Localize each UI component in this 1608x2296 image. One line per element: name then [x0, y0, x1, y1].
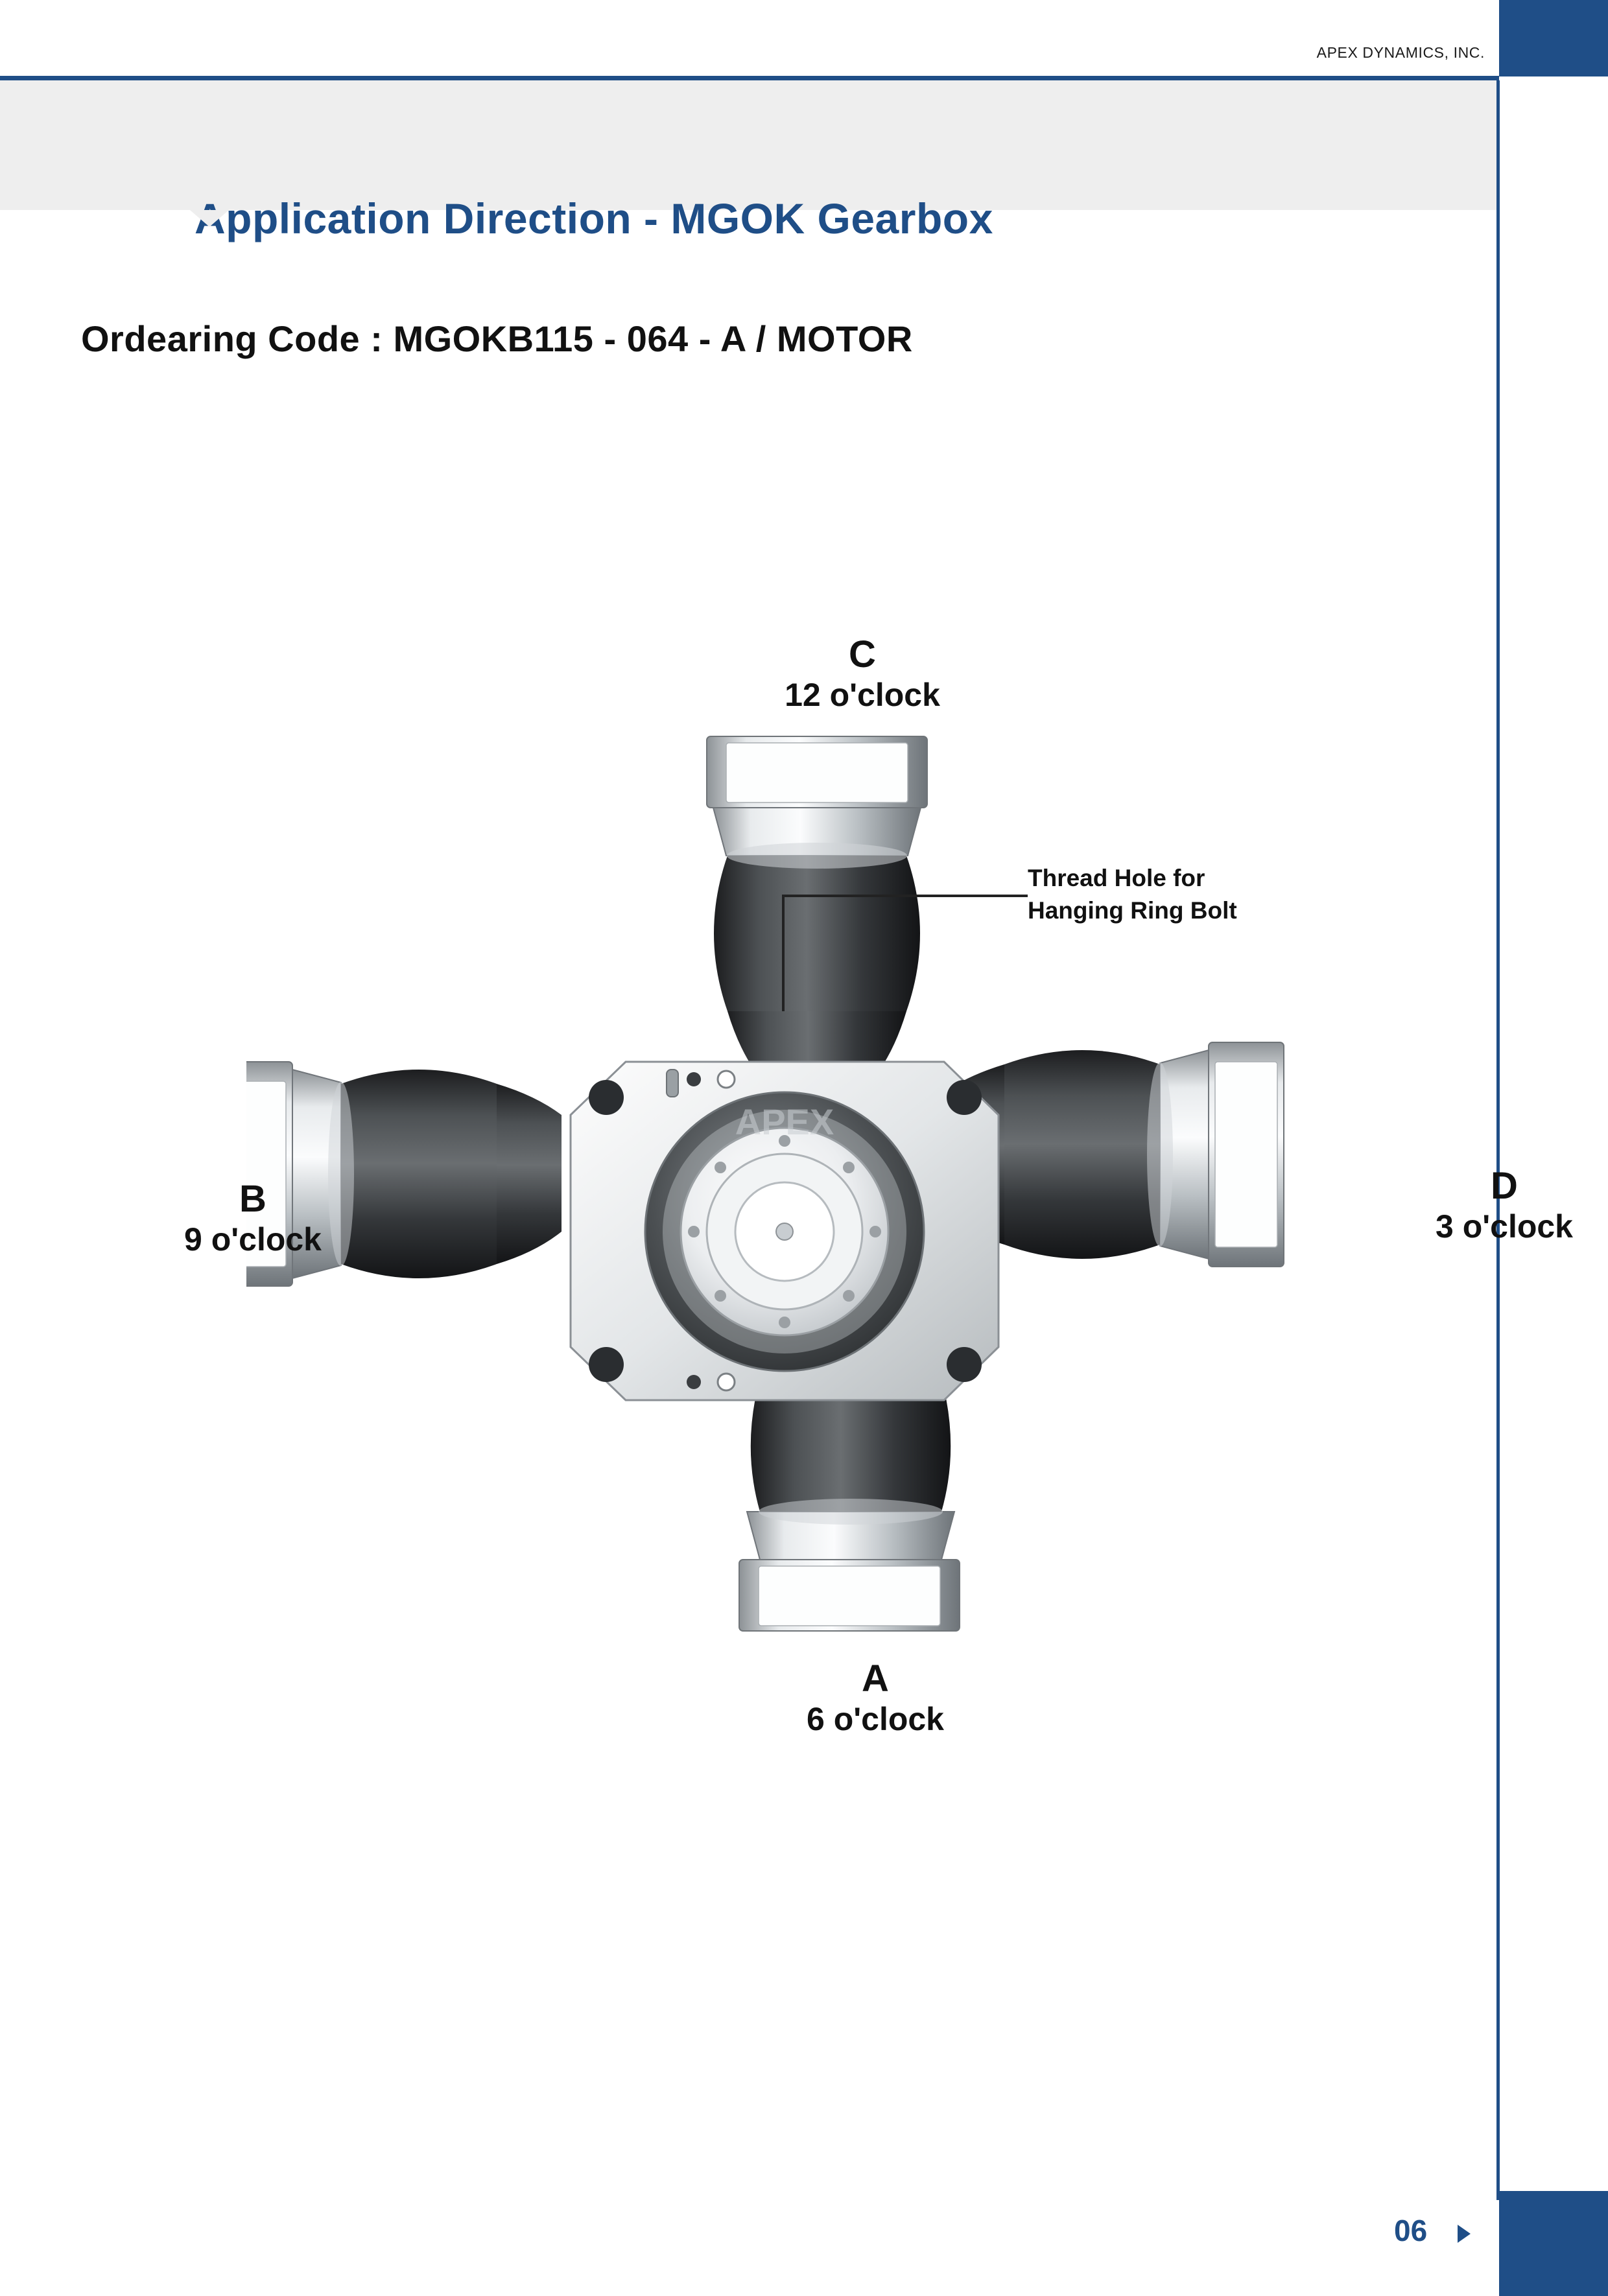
port-letter-a: A [862, 1658, 889, 1700]
gearbox-figure [184, 622, 1573, 1822]
header-accent-block [1499, 0, 1608, 76]
port-callout-c [726, 635, 999, 715]
thread-hole-annotation-line1: Thread Hole for [1028, 865, 1205, 891]
page-title: Application Direction - MGOK Gearbox [195, 194, 993, 242]
port-clock-c: 12 o'clock [785, 676, 940, 713]
page-number: 06 [1394, 2214, 1428, 2247]
port-callout-d [1336, 1167, 1608, 1247]
header-divider-rule [0, 76, 1499, 80]
port-letter-b: B [239, 1178, 266, 1220]
company-name: APEX DYNAMICS, INC. [1316, 44, 1485, 61]
annotation-leader-horizontal [785, 895, 1028, 897]
thread-hole-annotation [1028, 862, 1237, 927]
ordering-code-value: MGOKB115 - 064 - A / MOTOR [393, 318, 913, 359]
footer-accent-block [1499, 2191, 1608, 2296]
port-clock-b: 9 o'clock [184, 1221, 322, 1258]
annotation-leader-vertical [782, 895, 785, 1011]
svg-text:APEX: APEX [735, 1101, 834, 1142]
ordering-code-line [81, 318, 913, 360]
page-header [0, 0, 1608, 76]
banner-notch-decoration [190, 210, 229, 227]
port-callout-b [84, 1180, 421, 1259]
port-letter-c: C [849, 633, 876, 675]
port-letter-d: D [1491, 1165, 1518, 1207]
page-arrow-icon [1458, 2225, 1471, 2243]
ordering-code-label: Ordearing Code : [81, 318, 383, 359]
port-callout-a [739, 1659, 1011, 1739]
port-clock-d: 3 o'clock [1436, 1208, 1573, 1245]
gearbox-illustration [246, 622, 1504, 1822]
thread-hole-annotation-line2: Hanging Ring Bolt [1028, 896, 1237, 924]
title-banner [0, 80, 1499, 242]
port-clock-a: 6 o'clock [807, 1700, 944, 1737]
